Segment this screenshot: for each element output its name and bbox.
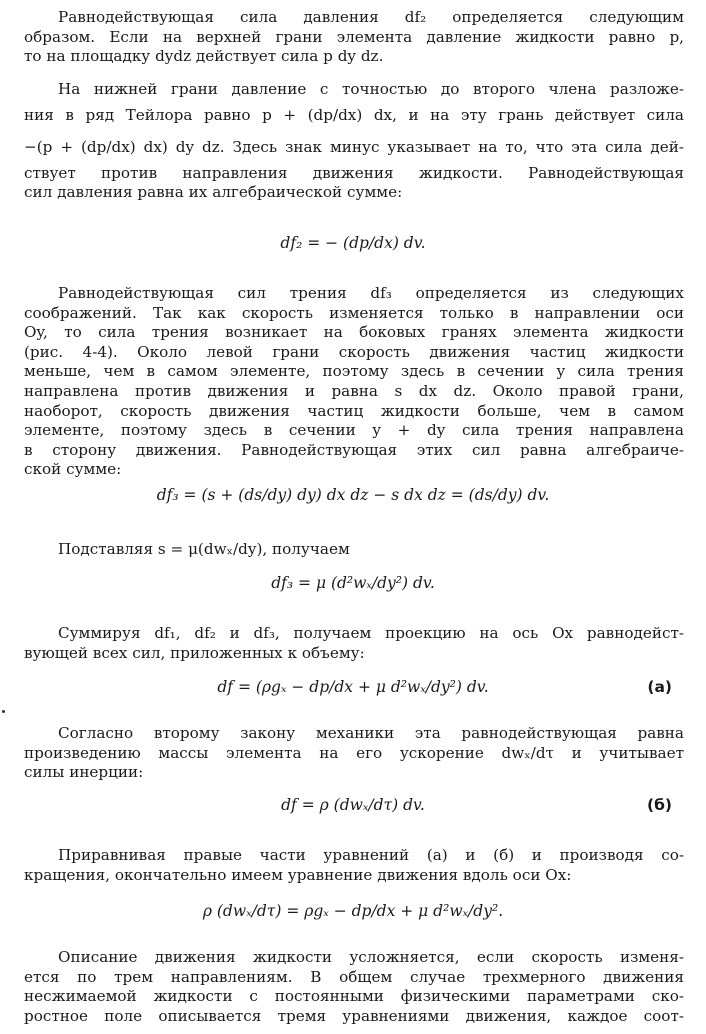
equation-pressure-resultant: df₂ = − (dp/dx) dv. bbox=[280, 234, 426, 252]
equation-number-a: (а) bbox=[647, 678, 672, 696]
text-line: ния в ряд Тейлора равно p + (dp/dx) dx, и на эту грань действует сила bbox=[24, 105, 684, 124]
text-line: −(p + (dp/dx) dx) dy dz. Здесь знак минус указывает на то, что эта сила дей- bbox=[24, 137, 684, 156]
equation-a: df = (ρgₓ − dp/dx + μ d²wₓ/dy²) dv. bbox=[217, 678, 489, 696]
text-line: элементе, поэтому здесь в сечении y + dy сила трения направлена bbox=[24, 421, 684, 440]
text-line: меньше, чем в самом элементе, поэтому здесь в сечении y сила трения bbox=[24, 362, 684, 381]
text-line: ствует против направления движения жидкости. Равнодействующая bbox=[24, 163, 684, 182]
text-line: Приравнивая правые части уравнений (а) и (б) и производя со- bbox=[58, 846, 684, 864]
paragraph-newton-law bbox=[24, 724, 684, 783]
text-line: сил давления равна их алгебраической сумме: bbox=[24, 183, 403, 202]
text-line: кращения, окончательно имеем уравнение движения вдоль оси Ox: bbox=[24, 865, 572, 884]
text-line: Описание движения жидкости усложняется, если скорость изменя- bbox=[58, 948, 684, 966]
text-line: вующей всех сил, приложенных к объему: bbox=[24, 643, 365, 662]
equation-motion-x: ρ (dwₓ/dτ) = ρgₓ − dp/dx + μ d²wₓ/dy². bbox=[202, 902, 504, 920]
scan-speck bbox=[2, 710, 5, 713]
text-line: силы инерции: bbox=[24, 763, 144, 782]
text-line: ростное поле описывается тремя уравнениями движения, каждое соот- bbox=[24, 1006, 684, 1025]
paragraph-3d-motion bbox=[24, 948, 684, 1026]
text-line: несжимаемой жидкости с постоянными физическими параметрами ско- bbox=[24, 987, 684, 1006]
text-line: Подставляя s = μ(dwₓ/dy), получаем bbox=[58, 540, 350, 558]
text-line: (рис. 4-4). Около левой грани скорость движения частиц жидкости bbox=[24, 342, 684, 361]
text-line: в сторону движения. Равнодействующая этих сил равна алгебраиче- bbox=[24, 440, 684, 459]
text-line: Равнодействующая сил трения df₃ определяется из следующих bbox=[58, 284, 684, 302]
paragraph-substitution bbox=[24, 540, 684, 560]
text-line: На нижней грани давление с точностью до второго члена разложе- bbox=[58, 80, 684, 98]
text-line: направлена против движения и равна s dx dz. Около правой грани, bbox=[24, 381, 684, 400]
text-line: соображений. Так как скорость изменяется только в направлении оси bbox=[24, 303, 684, 322]
equation-viscous-force: df₃ = μ (d²wₓ/dy²) dv. bbox=[271, 574, 435, 592]
paragraph-pressure-force bbox=[24, 8, 684, 67]
text-line: Согласно второму закону механики эта равнодействующая равна bbox=[58, 724, 684, 742]
text-line: Равнодействующая сила давления df₂ определяется следующим bbox=[58, 8, 684, 26]
paragraph-summation bbox=[24, 624, 684, 663]
text-line: образом. Если на верхней грани элемента давление жидкости равно p, bbox=[24, 27, 684, 46]
equation-number-b: (б) bbox=[647, 796, 672, 814]
equation-friction-resultant: df₃ = (s + (ds/dy) dy) dx dz − s dx dz = (ds/dy) dv. bbox=[156, 486, 550, 504]
text-line: произведению массы элемента на его ускорение dwₓ/dτ и учитывает bbox=[24, 743, 684, 762]
text-line: ется по трем направлениям. В общем случае трехмерного движения bbox=[24, 967, 684, 986]
text-line: ской сумме: bbox=[24, 460, 122, 479]
paragraph-friction-force bbox=[24, 284, 684, 480]
equation-b: df = ρ (dwₓ/dτ) dv. bbox=[281, 796, 425, 814]
text-line: то на площадку dydz действует сила p dy dz. bbox=[24, 47, 384, 66]
text-line: наоборот, скорость движения частиц жидкости больше, чем в самом bbox=[24, 401, 684, 420]
paragraph-lower-face bbox=[24, 80, 684, 203]
text-line: Oy, то сила трения возникает на боковых гранях элемента жидкости bbox=[24, 323, 684, 342]
text-line: Суммируя df₁, df₂ и df₃, получаем проекцию на ось Ox равнодейст- bbox=[58, 624, 684, 642]
paragraph-equating bbox=[24, 846, 684, 885]
